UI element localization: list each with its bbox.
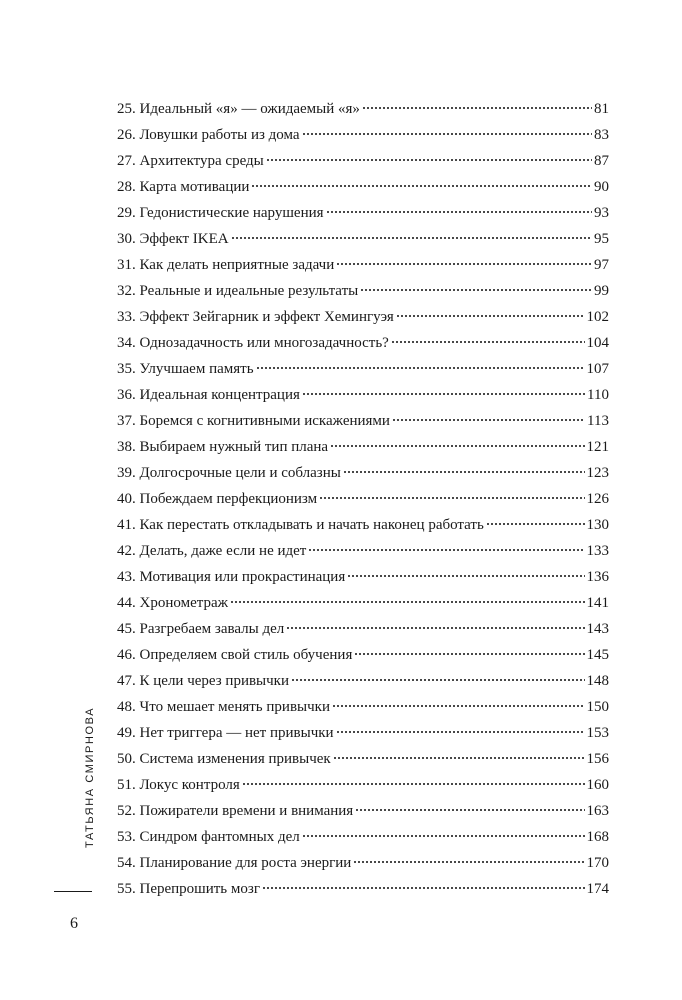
toc-entry [117, 668, 609, 694]
toc-dot-leader [302, 393, 585, 395]
toc-entry-page: 136 [586, 569, 609, 585]
toc-entry-title: 32. Реальные и идеальные результаты [117, 283, 359, 299]
toc-dot-leader [392, 419, 585, 421]
toc-entry [117, 616, 609, 642]
toc-entry [117, 564, 609, 590]
toc-entry-page: 113 [587, 413, 609, 429]
toc-entry-title: 35. Улучшаем память [117, 361, 254, 377]
toc-entry-page: 81 [594, 101, 609, 117]
toc-entry-title: 40. Побеждаем перфекционизм [117, 491, 318, 507]
toc-entry-page: 156 [586, 751, 609, 767]
toc-entry-title: 31. Как делать неприятные задачи [117, 257, 335, 273]
toc-dot-leader [396, 315, 585, 317]
table-of-contents [117, 96, 609, 902]
toc-entry-page: 123 [586, 465, 609, 481]
toc-dot-leader [353, 861, 584, 863]
toc-entry [117, 538, 609, 564]
toc-entry [117, 850, 609, 876]
toc-entry [117, 174, 609, 200]
toc-entry [117, 720, 609, 746]
toc-dot-leader [347, 575, 584, 577]
toc-dot-leader [302, 835, 585, 837]
toc-entry-page: 95 [594, 231, 609, 247]
toc-dot-leader [391, 341, 585, 343]
toc-dot-leader [291, 679, 585, 681]
toc-dot-leader [242, 783, 585, 785]
toc-entry [117, 798, 609, 824]
toc-entry-page: 110 [587, 387, 609, 403]
toc-entry [117, 304, 609, 330]
toc-entry-title: 53. Синдром фантомных дел [117, 829, 300, 845]
toc-entry [117, 226, 609, 252]
toc-entry-title: 45. Разгребаем завалы дел [117, 621, 285, 637]
toc-entry-page: 141 [586, 595, 609, 611]
toc-dot-leader [354, 653, 584, 655]
toc-entry [117, 278, 609, 304]
toc-entry-page: 83 [594, 127, 609, 143]
toc-entry [117, 408, 609, 434]
toc-entry-title: 29. Гедонистические нарушения [117, 205, 324, 221]
toc-entry [117, 382, 609, 408]
toc-dot-leader [231, 237, 592, 239]
toc-entry [117, 824, 609, 850]
toc-entry [117, 434, 609, 460]
toc-dot-leader [266, 159, 592, 161]
toc-entry-title: 27. Архитектура среды [117, 153, 264, 169]
toc-entry-page: 104 [586, 335, 609, 351]
toc-entry-page: 170 [586, 855, 609, 871]
toc-entry-page: 143 [586, 621, 609, 637]
toc-entry-page: 87 [594, 153, 609, 169]
toc-entry-title: 36. Идеальная концентрация [117, 387, 300, 403]
toc-entry [117, 252, 609, 278]
toc-entry-page: 97 [594, 257, 609, 273]
toc-entry [117, 330, 609, 356]
toc-entry [117, 694, 609, 720]
toc-entry-title: 54. Планирование для роста энергии [117, 855, 352, 871]
toc-entry-page: 174 [586, 881, 609, 897]
toc-entry-title: 49. Нет триггера — нет привычки [117, 725, 334, 741]
toc-entry-page: 168 [586, 829, 609, 845]
toc-entry-title: 37. Боремся с когнитивными искажениями [117, 413, 390, 429]
toc-entry [117, 356, 609, 382]
toc-dot-leader [302, 133, 592, 135]
toc-entry-title: 51. Локус контроля [117, 777, 240, 793]
toc-dot-leader [251, 185, 592, 187]
toc-entry-page: 160 [586, 777, 609, 793]
toc-entry-page: 126 [586, 491, 609, 507]
toc-entry-page: 150 [586, 699, 609, 715]
toc-entry-title: 48. Что мешает менять привычки [117, 699, 330, 715]
toc-entry-title: 46. Определяем свой стиль обучения [117, 647, 353, 663]
toc-dot-leader [330, 445, 584, 447]
toc-dot-leader [326, 211, 592, 213]
toc-entry-title: 43. Мотивация или прокрастинация [117, 569, 346, 585]
toc-entry-page: 121 [586, 439, 609, 455]
toc-entry [117, 200, 609, 226]
toc-entry-title: 52. Пожиратели времени и внимания [117, 803, 354, 819]
toc-dot-leader [308, 549, 584, 551]
toc-entry-title: 41. Как перестать откладывать и начать наконец работать [117, 517, 484, 533]
author-name-vertical: ТАТЬЯНА СМИРНОВА [84, 706, 96, 848]
toc-dot-leader [355, 809, 584, 811]
toc-entry-page: 148 [586, 673, 609, 689]
toc-dot-leader [336, 263, 592, 265]
toc-dot-leader [343, 471, 585, 473]
toc-dot-leader [362, 107, 592, 109]
toc-entry-page: 130 [586, 517, 609, 533]
toc-entry [117, 876, 609, 902]
toc-entry [117, 746, 609, 772]
toc-entry-page: 163 [586, 803, 609, 819]
toc-dot-leader [360, 289, 592, 291]
toc-entry-page: 153 [586, 725, 609, 741]
toc-entry-title: 44. Хронометраж [117, 595, 228, 611]
toc-entry-page: 93 [594, 205, 609, 221]
toc-dot-leader [286, 627, 584, 629]
toc-entry-page: 90 [594, 179, 609, 195]
toc-entry-page: 145 [586, 647, 609, 663]
toc-entry-title: 50. Система изменения привычек [117, 751, 331, 767]
toc-entry-title: 42. Делать, даже если не идет [117, 543, 307, 559]
toc-entry [117, 96, 609, 122]
toc-entry-title: 26. Ловушки работы из дома [117, 127, 300, 143]
toc-dot-leader [336, 731, 585, 733]
toc-entry [117, 460, 609, 486]
toc-dot-leader [319, 497, 584, 499]
side-divider [54, 891, 92, 892]
toc-dot-leader [262, 887, 585, 889]
toc-dot-leader [486, 523, 585, 525]
toc-entry-title: 25. Идеальный «я» — ожидаемый «я» [117, 101, 360, 117]
toc-entry [117, 642, 609, 668]
toc-entry [117, 486, 609, 512]
toc-dot-leader [332, 705, 585, 707]
toc-entry-title: 38. Выбираем нужный тип плана [117, 439, 329, 455]
toc-entry-title: 55. Перепрошить мозг [117, 881, 260, 897]
toc-entry-page: 133 [586, 543, 609, 559]
toc-dot-leader [333, 757, 585, 759]
toc-entry-title: 28. Карта мотивации [117, 179, 250, 195]
toc-entry-title: 47. К цели через привычки [117, 673, 289, 689]
toc-dot-leader [230, 601, 585, 603]
toc-entry-title: 33. Эффект Зейгарник и эффект Хемингуэя [117, 309, 394, 325]
toc-entry [117, 590, 609, 616]
page-number: 6 [70, 915, 78, 932]
toc-entry [117, 772, 609, 798]
toc-dot-leader [256, 367, 585, 369]
toc-entry-title: 39. Долгосрочные цели и соблазны [117, 465, 341, 481]
toc-entry [117, 512, 609, 538]
toc-entry-page: 102 [586, 309, 609, 325]
toc-entry [117, 122, 609, 148]
toc-entry-title: 30. Эффект IKEA [117, 231, 229, 247]
toc-entry-page: 107 [586, 361, 609, 377]
toc-entry [117, 148, 609, 174]
toc-entry-title: 34. Однозадачность или многозадачность? [117, 335, 389, 351]
toc-entry-page: 99 [594, 283, 609, 299]
